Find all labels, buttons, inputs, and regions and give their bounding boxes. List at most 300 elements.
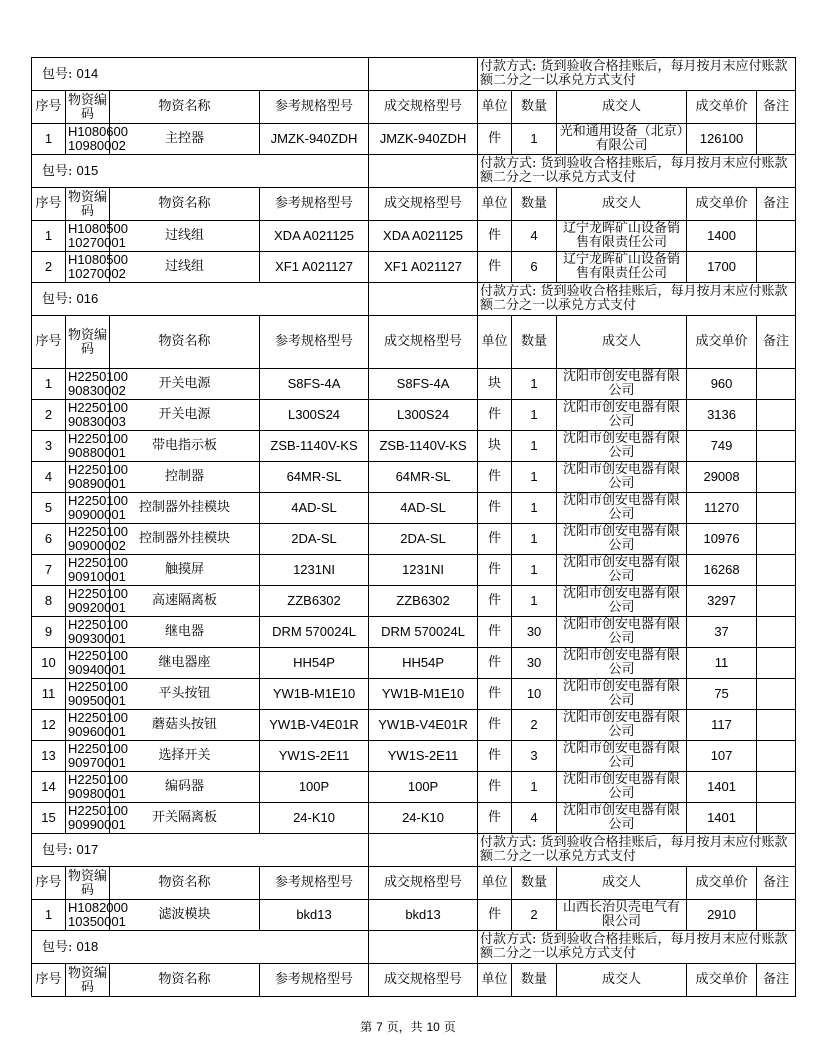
cell-supplier: 沈阳市创安电器有限公司 xyxy=(557,586,687,617)
cell-supplier: 沈阳市创安电器有限公司 xyxy=(557,493,687,524)
cell-unit: 件 xyxy=(478,221,512,252)
cell-name: 控制器 xyxy=(110,462,260,493)
payment-terms: 付款方式: 货到验收合格挂账后，每月按月末应付账款额二分之一以承兑方式支付 xyxy=(478,155,796,188)
column-header: 成交单价 xyxy=(687,867,757,900)
column-header: 数量 xyxy=(512,91,557,124)
cell-qty: 6 xyxy=(512,252,557,283)
cell-unit: 件 xyxy=(478,710,512,741)
cell-ref-spec: JMZK-940ZDH xyxy=(260,124,369,155)
cell-price: 1400 xyxy=(687,221,757,252)
column-header: 成交规格型号 xyxy=(369,867,478,900)
package-blank xyxy=(369,283,478,316)
table-row xyxy=(32,493,796,524)
package-row xyxy=(32,58,796,91)
cell-unit: 块 xyxy=(478,369,512,400)
column-header: 物资名称 xyxy=(110,188,260,221)
table-row xyxy=(32,369,796,400)
package-label xyxy=(32,155,369,188)
table-row xyxy=(32,803,796,834)
cell-supplier: 沈阳市创安电器有限公司 xyxy=(557,400,687,431)
cell-code: H2250100 90920001 xyxy=(66,586,110,617)
table-row xyxy=(32,648,796,679)
column-header: 序号 xyxy=(32,964,66,997)
cell-unit: 块 xyxy=(478,431,512,462)
cell-seq: 9 xyxy=(32,617,66,648)
cell-unit: 件 xyxy=(478,555,512,586)
column-header-row xyxy=(32,316,796,369)
cell-note xyxy=(757,772,796,803)
cell-deal-spec: 100P xyxy=(369,772,478,803)
page-footer xyxy=(0,1018,816,1035)
cell-ref-spec: XF1 A021127 xyxy=(260,252,369,283)
cell-deal-spec: 4AD-SL xyxy=(369,493,478,524)
cell-note xyxy=(757,617,796,648)
cell-qty: 1 xyxy=(512,586,557,617)
cell-deal-spec: JMZK-940ZDH xyxy=(369,124,478,155)
cell-name: 蘑菇头按钮 xyxy=(110,710,260,741)
cell-qty: 30 xyxy=(512,648,557,679)
cell-name: 滤波模块 xyxy=(110,900,260,931)
footer-prefix: 第 xyxy=(360,1020,373,1034)
column-header: 物资编码 xyxy=(66,188,110,221)
cell-deal-spec: YW1S-2E11 xyxy=(369,741,478,772)
cell-qty: 1 xyxy=(512,124,557,155)
cell-price: 2910 xyxy=(687,900,757,931)
cell-seq: 3 xyxy=(32,431,66,462)
cell-deal-spec: 64MR-SL xyxy=(369,462,478,493)
cell-qty: 1 xyxy=(512,524,557,555)
cell-unit: 件 xyxy=(478,679,512,710)
cell-supplier: 沈阳市创安电器有限公司 xyxy=(557,648,687,679)
cell-deal-spec: 24-K10 xyxy=(369,803,478,834)
cell-note xyxy=(757,741,796,772)
cell-seq: 1 xyxy=(32,369,66,400)
cell-code: H2250100 90990001 xyxy=(66,803,110,834)
cell-note xyxy=(757,493,796,524)
cell-seq: 2 xyxy=(32,400,66,431)
cell-unit: 件 xyxy=(478,648,512,679)
footer-total-pages: 10 xyxy=(426,1020,440,1034)
cell-code: H2250100 90890001 xyxy=(66,462,110,493)
cell-code: H1080500 10270001 xyxy=(66,221,110,252)
cell-note xyxy=(757,124,796,155)
cell-note xyxy=(757,431,796,462)
cell-price: 1401 xyxy=(687,803,757,834)
cell-deal-spec: YW1B-V4E01R xyxy=(369,710,478,741)
package-number: 016 xyxy=(76,290,99,306)
cell-price: 749 xyxy=(687,431,757,462)
cell-price: 11270 xyxy=(687,493,757,524)
column-header: 序号 xyxy=(32,316,66,369)
cell-deal-spec: ZZB6302 xyxy=(369,586,478,617)
cell-price: 117 xyxy=(687,710,757,741)
cell-name: 平头按钮 xyxy=(110,679,260,710)
cell-price: 37 xyxy=(687,617,757,648)
package-label-text: 包号: xyxy=(42,163,73,179)
cell-code: H2250100 90900002 xyxy=(66,524,110,555)
column-header-row xyxy=(32,188,796,221)
payment-terms: 付款方式: 货到验收合格挂账后，每月按月末应付账款额二分之一以承兑方式支付 xyxy=(478,931,796,964)
column-header: 单位 xyxy=(478,91,512,124)
cell-deal-spec: S8FS-4A xyxy=(369,369,478,400)
cell-supplier: 沈阳市创安电器有限公司 xyxy=(557,369,687,400)
cell-unit: 件 xyxy=(478,586,512,617)
cell-supplier: 沈阳市创安电器有限公司 xyxy=(557,679,687,710)
column-header: 成交人 xyxy=(557,188,687,221)
cell-price: 75 xyxy=(687,679,757,710)
column-header: 物资名称 xyxy=(110,316,260,369)
cell-code: H2250100 90900001 xyxy=(66,493,110,524)
cell-seq: 7 xyxy=(32,555,66,586)
cell-price: 3297 xyxy=(687,586,757,617)
cell-seq: 10 xyxy=(32,648,66,679)
column-header: 物资名称 xyxy=(110,91,260,124)
cell-ref-spec: HH54P xyxy=(260,648,369,679)
cell-deal-spec: DRM 570024L xyxy=(369,617,478,648)
cell-name: 高速隔离板 xyxy=(110,586,260,617)
cell-supplier: 沈阳市创安电器有限公司 xyxy=(557,803,687,834)
cell-supplier: 沈阳市创安电器有限公司 xyxy=(557,462,687,493)
cell-ref-spec: DRM 570024L xyxy=(260,617,369,648)
column-header: 序号 xyxy=(32,91,66,124)
cell-code: H2250100 90970001 xyxy=(66,741,110,772)
package-blank xyxy=(369,155,478,188)
cell-deal-spec: ZSB-1140V-KS xyxy=(369,431,478,462)
cell-price: 11 xyxy=(687,648,757,679)
cell-code: H2250100 90940001 xyxy=(66,648,110,679)
cell-price: 10976 xyxy=(687,524,757,555)
cell-seq: 2 xyxy=(32,252,66,283)
table-row xyxy=(32,431,796,462)
cell-qty: 1 xyxy=(512,493,557,524)
table-row xyxy=(32,710,796,741)
cell-seq: 14 xyxy=(32,772,66,803)
table-row xyxy=(32,124,796,155)
cell-name: 继电器 xyxy=(110,617,260,648)
cell-ref-spec: bkd13 xyxy=(260,900,369,931)
column-header: 单位 xyxy=(478,964,512,997)
table-row xyxy=(32,462,796,493)
cell-unit: 件 xyxy=(478,741,512,772)
column-header-row xyxy=(32,91,796,124)
column-header: 参考规格型号 xyxy=(260,964,369,997)
cell-price: 960 xyxy=(687,369,757,400)
column-header: 备注 xyxy=(757,316,796,369)
cell-name: 继电器座 xyxy=(110,648,260,679)
payment-terms: 付款方式: 货到验收合格挂账后，每月按月末应付账款额二分之一以承兑方式支付 xyxy=(478,58,796,91)
cell-qty: 30 xyxy=(512,617,557,648)
cell-qty: 1 xyxy=(512,772,557,803)
cell-ref-spec: YW1B-M1E10 xyxy=(260,679,369,710)
column-header: 物资名称 xyxy=(110,867,260,900)
cell-price: 16268 xyxy=(687,555,757,586)
cell-price: 107 xyxy=(687,741,757,772)
package-row xyxy=(32,283,796,316)
cell-ref-spec: 24-K10 xyxy=(260,803,369,834)
cell-name: 控制器外挂模块 xyxy=(110,524,260,555)
column-header: 物资编码 xyxy=(66,867,110,900)
package-label xyxy=(32,58,369,91)
cell-note xyxy=(757,586,796,617)
column-header: 成交单价 xyxy=(687,964,757,997)
package-blank xyxy=(369,931,478,964)
footer-page-number: 7 xyxy=(376,1020,383,1034)
cell-seq: 13 xyxy=(32,741,66,772)
cell-ref-spec: S8FS-4A xyxy=(260,369,369,400)
cell-price: 1700 xyxy=(687,252,757,283)
table-row xyxy=(32,524,796,555)
package-label xyxy=(32,283,369,316)
cell-unit: 件 xyxy=(478,617,512,648)
cell-qty: 1 xyxy=(512,431,557,462)
cell-ref-spec: 100P xyxy=(260,772,369,803)
cell-note xyxy=(757,710,796,741)
cell-name: 触摸屏 xyxy=(110,555,260,586)
cell-note xyxy=(757,221,796,252)
package-number: 017 xyxy=(76,841,99,857)
cell-name: 选择开关 xyxy=(110,741,260,772)
cell-supplier: 辽宁龙晖矿山设备销售有限责任公司 xyxy=(557,221,687,252)
cell-qty: 4 xyxy=(512,803,557,834)
cell-price: 3136 xyxy=(687,400,757,431)
column-header: 成交人 xyxy=(557,867,687,900)
procurement-table xyxy=(31,57,796,997)
payment-terms: 付款方式: 货到验收合格挂账后，每月按月末应付账款额二分之一以承兑方式支付 xyxy=(478,834,796,867)
cell-unit: 件 xyxy=(478,400,512,431)
cell-note xyxy=(757,679,796,710)
package-label-text: 包号: xyxy=(42,842,73,858)
column-header: 物资编码 xyxy=(66,316,110,369)
table-row xyxy=(32,617,796,648)
cell-deal-spec: XDA A021125 xyxy=(369,221,478,252)
cell-code: H1080500 10270002 xyxy=(66,252,110,283)
column-header: 成交人 xyxy=(557,964,687,997)
cell-supplier: 沈阳市创安电器有限公司 xyxy=(557,555,687,586)
cell-supplier: 沈阳市创安电器有限公司 xyxy=(557,772,687,803)
cell-code: H2250100 90830002 xyxy=(66,369,110,400)
cell-code: H2250100 90880001 xyxy=(66,431,110,462)
package-row xyxy=(32,155,796,188)
cell-name: 过线组 xyxy=(110,221,260,252)
column-header: 备注 xyxy=(757,964,796,997)
cell-seq: 6 xyxy=(32,524,66,555)
cell-code: H2250100 90960001 xyxy=(66,710,110,741)
table-row xyxy=(32,772,796,803)
package-number: 014 xyxy=(76,65,99,81)
package-number: 018 xyxy=(76,938,99,954)
footer-middle: 页，共 xyxy=(386,1020,423,1034)
package-blank xyxy=(369,834,478,867)
cell-unit: 件 xyxy=(478,252,512,283)
cell-ref-spec: 64MR-SL xyxy=(260,462,369,493)
cell-unit: 件 xyxy=(478,803,512,834)
column-header: 备注 xyxy=(757,91,796,124)
column-header: 物资编码 xyxy=(66,91,110,124)
column-header: 数量 xyxy=(512,316,557,369)
package-blank xyxy=(369,58,478,91)
cell-seq: 1 xyxy=(32,221,66,252)
column-header: 成交规格型号 xyxy=(369,188,478,221)
package-label xyxy=(32,931,369,964)
cell-supplier: 山西长治贝壳电气有限公司 xyxy=(557,900,687,931)
cell-supplier: 沈阳市创安电器有限公司 xyxy=(557,431,687,462)
package-label xyxy=(32,834,369,867)
cell-code: H2250100 90980001 xyxy=(66,772,110,803)
column-header: 成交规格型号 xyxy=(369,316,478,369)
cell-unit: 件 xyxy=(478,900,512,931)
table-row xyxy=(32,741,796,772)
table-row xyxy=(32,900,796,931)
cell-code: H1080600 10980002 xyxy=(66,124,110,155)
cell-code: H1082000 10350001 xyxy=(66,900,110,931)
column-header: 数量 xyxy=(512,964,557,997)
cell-deal-spec: L300S24 xyxy=(369,400,478,431)
table-row xyxy=(32,252,796,283)
cell-qty: 1 xyxy=(512,462,557,493)
cell-supplier: 沈阳市创安电器有限公司 xyxy=(557,741,687,772)
cell-unit: 件 xyxy=(478,462,512,493)
cell-note xyxy=(757,900,796,931)
cell-deal-spec: HH54P xyxy=(369,648,478,679)
column-header: 序号 xyxy=(32,867,66,900)
cell-code: H2250100 90950001 xyxy=(66,679,110,710)
cell-code: H2250100 90910001 xyxy=(66,555,110,586)
cell-deal-spec: YW1B-M1E10 xyxy=(369,679,478,710)
column-header: 成交人 xyxy=(557,91,687,124)
table-row xyxy=(32,586,796,617)
cell-qty: 2 xyxy=(512,710,557,741)
cell-name: 开关隔离板 xyxy=(110,803,260,834)
cell-note xyxy=(757,400,796,431)
cell-supplier: 沈阳市创安电器有限公司 xyxy=(557,710,687,741)
cell-ref-spec: YW1S-2E11 xyxy=(260,741,369,772)
column-header: 备注 xyxy=(757,188,796,221)
cell-name: 编码器 xyxy=(110,772,260,803)
column-header-row xyxy=(32,867,796,900)
cell-qty: 1 xyxy=(512,555,557,586)
cell-note xyxy=(757,462,796,493)
column-header: 数量 xyxy=(512,867,557,900)
footer-suffix: 页 xyxy=(443,1020,456,1034)
cell-name: 带电指示板 xyxy=(110,431,260,462)
table-row xyxy=(32,400,796,431)
package-label-text: 包号: xyxy=(42,291,73,307)
cell-ref-spec: YW1B-V4E01R xyxy=(260,710,369,741)
table-row xyxy=(32,221,796,252)
cell-qty: 4 xyxy=(512,221,557,252)
column-header: 成交单价 xyxy=(687,188,757,221)
cell-name: 控制器外挂模块 xyxy=(110,493,260,524)
cell-seq: 5 xyxy=(32,493,66,524)
cell-qty: 3 xyxy=(512,741,557,772)
cell-ref-spec: L300S24 xyxy=(260,400,369,431)
cell-note xyxy=(757,648,796,679)
cell-price: 1401 xyxy=(687,772,757,803)
cell-unit: 件 xyxy=(478,772,512,803)
column-header-row xyxy=(32,964,796,997)
column-header: 单位 xyxy=(478,867,512,900)
cell-ref-spec: 1231NI xyxy=(260,555,369,586)
cell-code: H2250100 90830003 xyxy=(66,400,110,431)
cell-qty: 1 xyxy=(512,369,557,400)
cell-name: 过线组 xyxy=(110,252,260,283)
cell-unit: 件 xyxy=(478,124,512,155)
cell-qty: 2 xyxy=(512,900,557,931)
column-header: 参考规格型号 xyxy=(260,188,369,221)
column-header: 物资名称 xyxy=(110,964,260,997)
column-header: 单位 xyxy=(478,188,512,221)
cell-ref-spec: 4AD-SL xyxy=(260,493,369,524)
cell-supplier: 辽宁龙晖矿山设备销售有限责任公司 xyxy=(557,252,687,283)
cell-seq: 11 xyxy=(32,679,66,710)
cell-name: 开关电源 xyxy=(110,400,260,431)
column-header: 成交人 xyxy=(557,316,687,369)
column-header: 参考规格型号 xyxy=(260,867,369,900)
cell-name: 开关电源 xyxy=(110,369,260,400)
table-row xyxy=(32,679,796,710)
column-header: 备注 xyxy=(757,867,796,900)
cell-code: H2250100 90930001 xyxy=(66,617,110,648)
package-row xyxy=(32,931,796,964)
payment-terms: 付款方式: 货到验收合格挂账后，每月按月末应付账款额二分之一以承兑方式支付 xyxy=(478,283,796,316)
table-row xyxy=(32,555,796,586)
cell-seq: 4 xyxy=(32,462,66,493)
column-header: 物资编码 xyxy=(66,964,110,997)
package-number: 015 xyxy=(76,162,99,178)
column-header: 成交规格型号 xyxy=(369,91,478,124)
cell-note xyxy=(757,252,796,283)
cell-seq: 12 xyxy=(32,710,66,741)
cell-price: 126100 xyxy=(687,124,757,155)
package-row xyxy=(32,834,796,867)
cell-deal-spec: bkd13 xyxy=(369,900,478,931)
cell-supplier: 沈阳市创安电器有限公司 xyxy=(557,524,687,555)
cell-ref-spec: XDA A021125 xyxy=(260,221,369,252)
column-header: 序号 xyxy=(32,188,66,221)
cell-seq: 1 xyxy=(32,124,66,155)
cell-deal-spec: XF1 A021127 xyxy=(369,252,478,283)
cell-qty: 1 xyxy=(512,400,557,431)
column-header: 参考规格型号 xyxy=(260,316,369,369)
package-label-text: 包号: xyxy=(42,939,73,955)
cell-supplier: 沈阳市创安电器有限公司 xyxy=(557,617,687,648)
package-label-text: 包号: xyxy=(42,66,73,82)
column-header: 数量 xyxy=(512,188,557,221)
cell-seq: 1 xyxy=(32,900,66,931)
cell-unit: 件 xyxy=(478,524,512,555)
column-header: 单位 xyxy=(478,316,512,369)
column-header: 参考规格型号 xyxy=(260,91,369,124)
cell-qty: 10 xyxy=(512,679,557,710)
cell-note xyxy=(757,555,796,586)
cell-note xyxy=(757,369,796,400)
cell-seq: 8 xyxy=(32,586,66,617)
cell-name: 主控器 xyxy=(110,124,260,155)
cell-supplier: 光和通用设备（北京）有限公司 xyxy=(557,124,687,155)
column-header: 成交单价 xyxy=(687,316,757,369)
column-header: 成交规格型号 xyxy=(369,964,478,997)
cell-note xyxy=(757,524,796,555)
cell-unit: 件 xyxy=(478,493,512,524)
cell-price: 29008 xyxy=(687,462,757,493)
cell-deal-spec: 2DA-SL xyxy=(369,524,478,555)
cell-ref-spec: ZSB-1140V-KS xyxy=(260,431,369,462)
column-header: 成交单价 xyxy=(687,91,757,124)
cell-note xyxy=(757,803,796,834)
cell-ref-spec: 2DA-SL xyxy=(260,524,369,555)
cell-deal-spec: 1231NI xyxy=(369,555,478,586)
cell-ref-spec: ZZB6302 xyxy=(260,586,369,617)
